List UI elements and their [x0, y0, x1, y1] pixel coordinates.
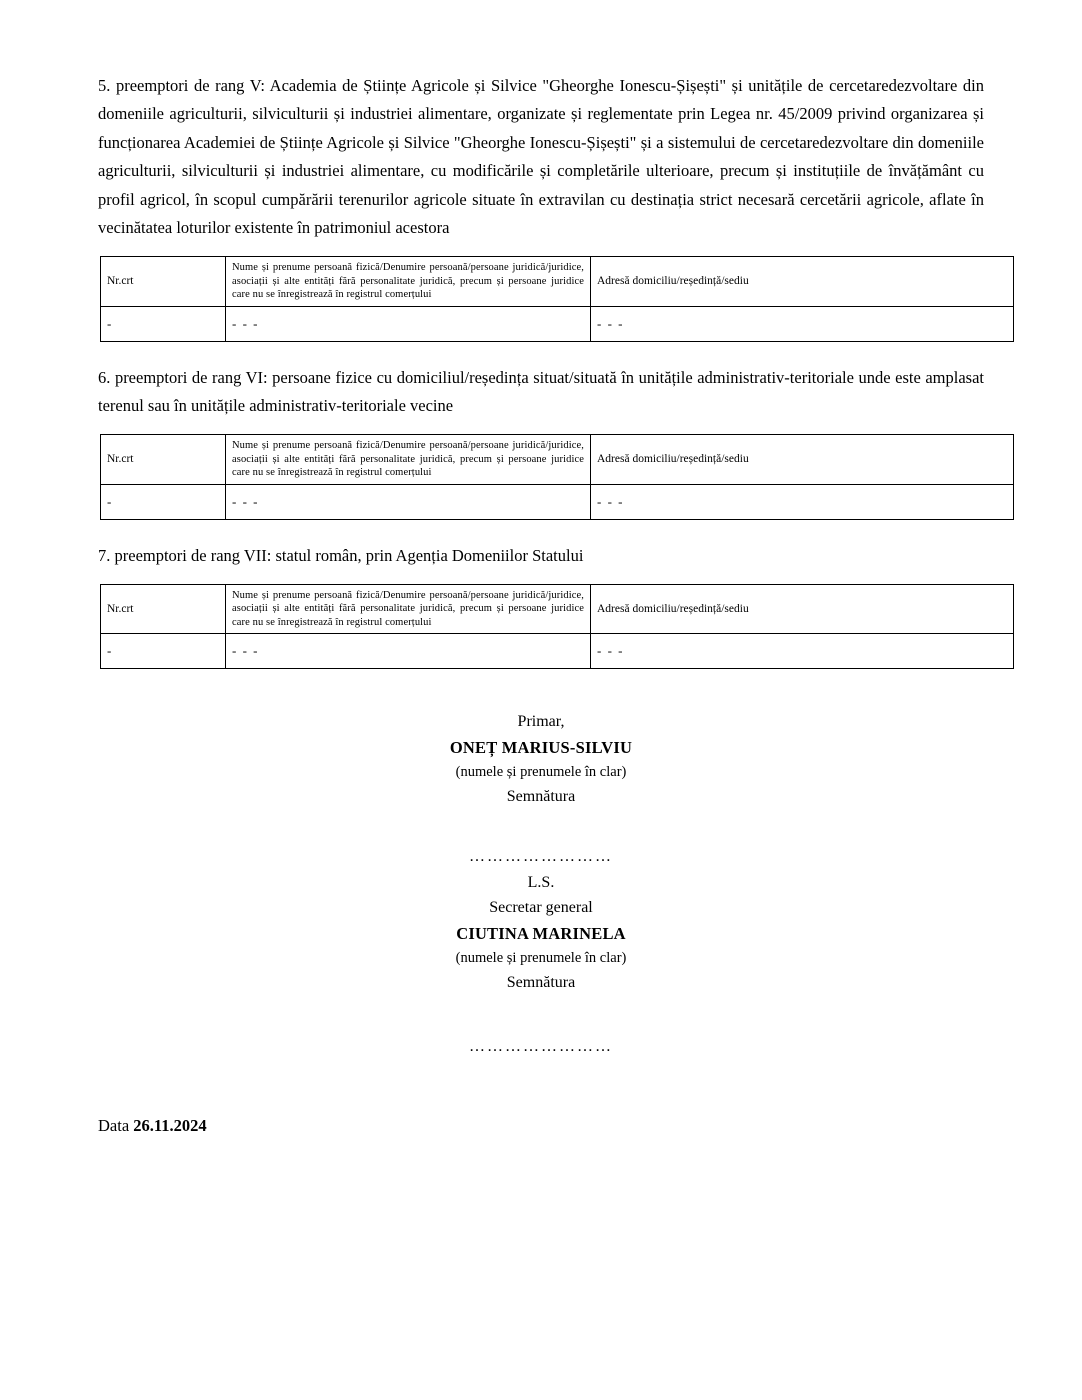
header-adresa: Adresă domiciliu/reședință/sediu [591, 435, 1014, 484]
header-nume-prenume: Nume și prenume persoană fizică/Denumire persoană/persoane juridică/juridice, asociații și alte entități fără personalitate juridică, precum și persoane juridice care nu se înregistrează în registrul comerțului [226, 435, 591, 484]
signature-block [98, 709, 984, 1059]
preemptors-table-rang-5 [100, 256, 1014, 341]
paragraph-rang-5: 5. preemptori de rang V: Academia de Științe Agricole și Silvice "Gheorghe Ionescu-Șișești" și unitățile de cercetaredezvoltare din domeniile agriculturii, silviculturii și industriei alimentare, organizate și reglementate prin Legea nr. 45/2009 privind organizarea și funcționarea Academiei de Științe Agricole și Silvice "Gheorghe Ionescu-Șișești" și a sistemului de cercetaredezvoltare din domeniile agriculturii, silviculturii și industriei alimentare, cu modificările și completările ulterioare, precum și instituțiile de învățământ cu profil agricol, în scopul cumpărării terenurilor agricole situate în extravilan cu destinația strict necesară cercetării agricole, aflate în vecinătatea loturilor existente în patrimoniul acestora [98, 76, 984, 237]
spacer [98, 570, 984, 584]
secretar-label: Secretar general [489, 899, 593, 917]
paragraph-rang-7: 7. preemptori de rang VII: statul român, prin Agenția Domeniilor Statului [98, 545, 584, 565]
header-adresa: Adresă domiciliu/reședință/sediu [591, 585, 1014, 634]
cell-adresa: - - - [591, 306, 1014, 341]
table-header-row [101, 257, 1014, 306]
spacer [98, 810, 984, 844]
primar-name: ONEȚ MARIUS-SILVIU [449, 737, 633, 757]
document-content [98, 72, 984, 1136]
header-nr-crt: Nr.crt [101, 585, 226, 634]
signature-dots-secretar: …………………… [469, 1038, 613, 1056]
table-header-row [101, 435, 1014, 484]
preemptors-table-rang-6 [100, 434, 1014, 519]
spacer [98, 520, 984, 542]
spacer [98, 420, 984, 434]
spacer [98, 342, 984, 364]
primar-label: Primar, [517, 713, 565, 731]
spacer [98, 996, 984, 1034]
cell-nr-crt: - [101, 634, 226, 669]
cell-adresa: - - - [591, 484, 1014, 519]
signature-dots-primar: …………………… [469, 848, 613, 866]
date-value: 26.11.2024 [133, 1115, 207, 1135]
header-adresa: Adresă domiciliu/reședință/sediu [591, 257, 1014, 306]
table-row [101, 634, 1014, 669]
secretar-name: CIUTINA MARINELA [456, 923, 626, 943]
cell-nume-prenume: - - - [226, 634, 591, 669]
secretar-clarification: (numele și prenumele în clar) [455, 950, 627, 967]
cell-nume-prenume: - - - [226, 484, 591, 519]
primar-clarification: (numele și prenumele în clar) [455, 764, 627, 781]
cell-nume-prenume: - - - [226, 306, 591, 341]
header-nume-prenume: Nume și prenume persoană fizică/Denumire persoană/persoane juridică/juridice, asociații și alte entități fără personalitate juridică, precum și persoane juridice care nu se înregistrează în registrul comerțului [226, 257, 591, 306]
cell-nr-crt: - [101, 484, 226, 519]
spacer [98, 242, 984, 256]
header-nr-crt: Nr.crt [101, 257, 226, 306]
secretar-signature-label: Semnătura [506, 974, 576, 992]
header-nume-prenume: Nume și prenume persoană fizică/Denumire persoană/persoane juridică/juridice, asociații și alte entități fără personalitate juridică, precum și persoane juridice care nu se înregistrează în registrul comerțului [226, 585, 591, 634]
table-row [101, 306, 1014, 341]
primar-signature-label: Semnătura [506, 788, 576, 806]
paragraph-rang-6: 6. preemptori de rang VI: persoane fizice cu domiciliul/reședința situat/situată în unitățile administrativ-teritoriale unde este amplasat terenul sau în unitățile administrativ-teritoriale vecine [98, 367, 984, 415]
cell-adresa: - - - [591, 634, 1014, 669]
date-line [98, 1116, 984, 1136]
header-nr-crt: Nr.crt [101, 435, 226, 484]
preemptors-table-rang-7 [100, 584, 1014, 669]
table-header-row [101, 585, 1014, 634]
ls-label: L.S. [527, 873, 555, 891]
cell-nr-crt: - [101, 306, 226, 341]
date-label: Data [98, 1115, 130, 1135]
table-row [101, 484, 1014, 519]
